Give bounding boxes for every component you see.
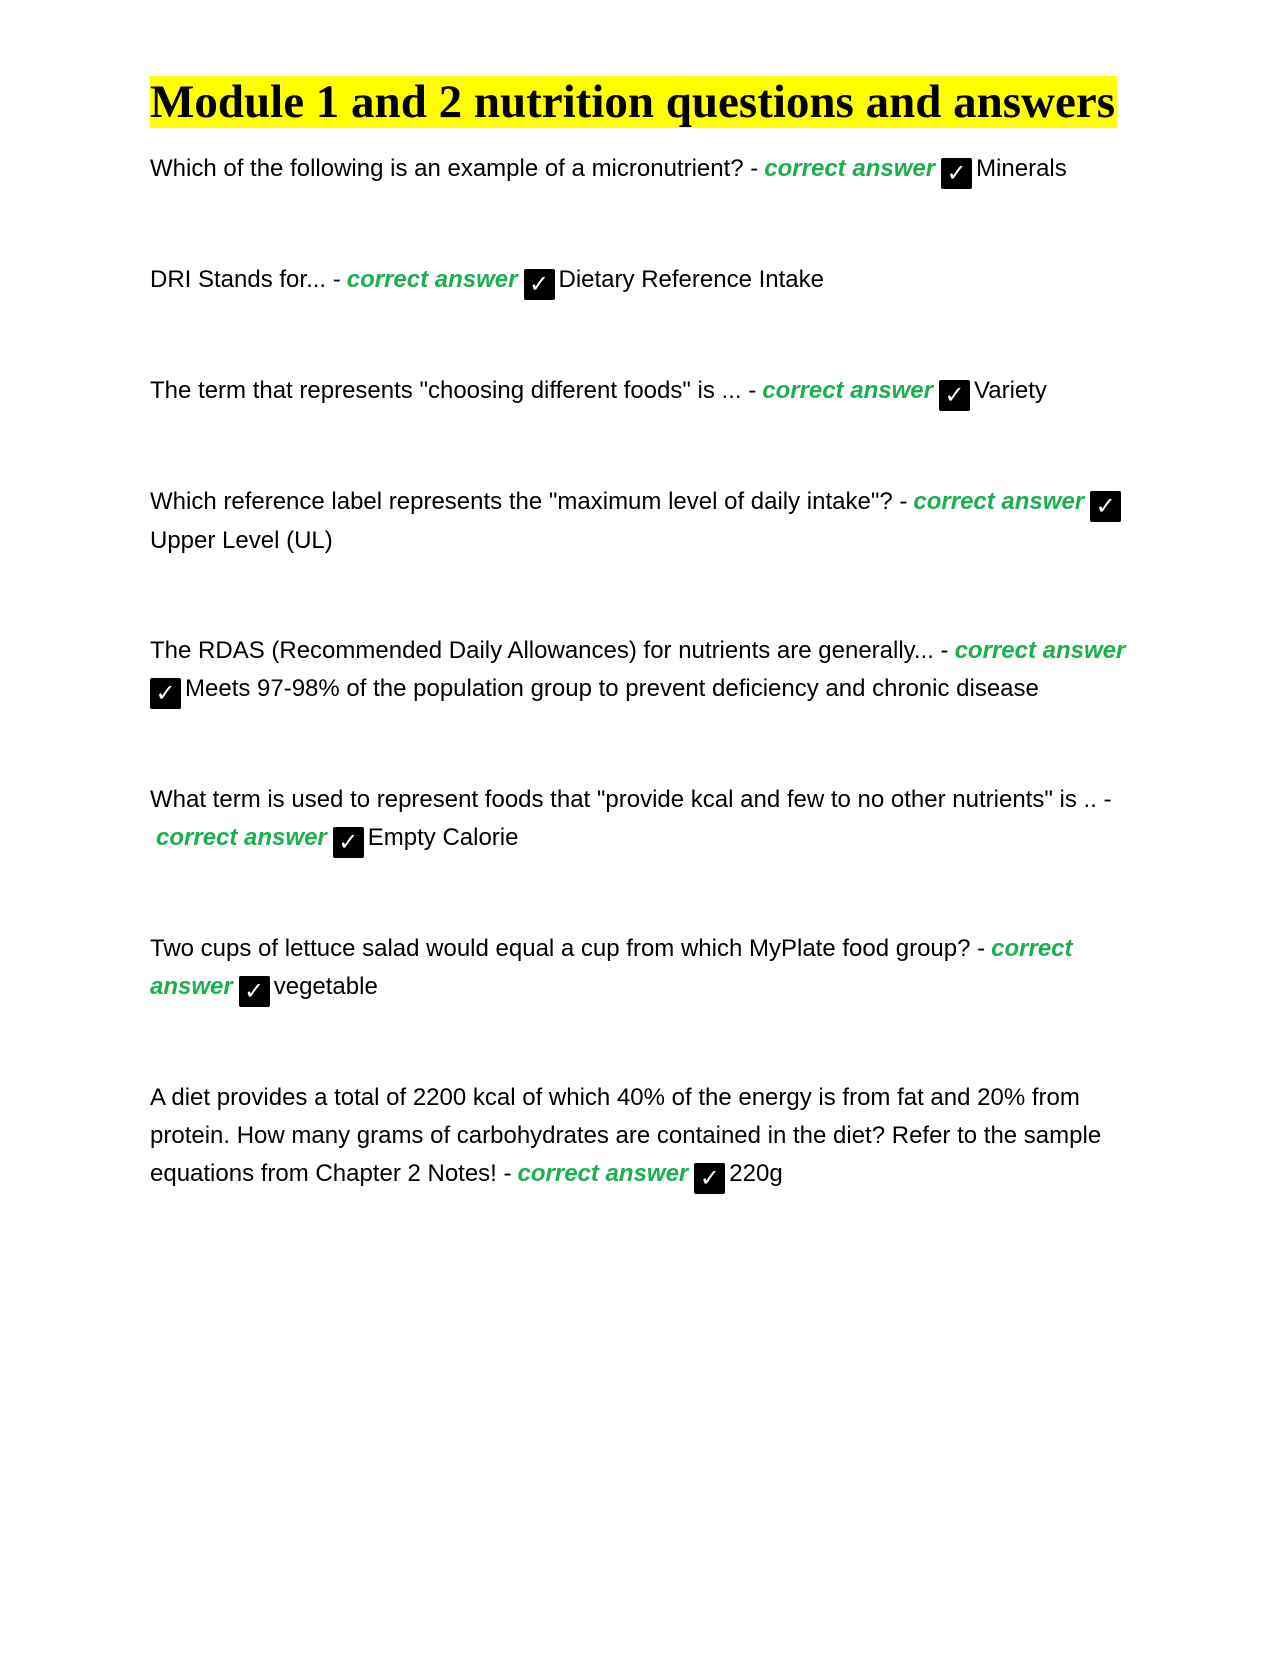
correct-answer-label: correct answer [913,488,1085,515]
question-text: The term that represents "choosing different foods" is ... - [150,377,757,404]
qa-item [150,150,1135,189]
question-text: What term is used to represent foods that "provide kcal and few to no other nutrients" is .. - [150,786,1112,813]
spacer [150,411,1135,483]
answer-text: Dietary Reference Intake [558,266,824,293]
correct-answer-label: correct answer [762,377,933,404]
qa-item [150,632,1135,709]
answer-text: Meets 97-98% of the population group to prevent deficiency and chronic disease [185,675,1039,702]
qa-item [150,483,1135,560]
answer-text: 220g [729,1160,783,1187]
question-text: A diet provides a total of 2200 kcal of which 40% of the energy is from fat and 20% from protein. How many grams of carbohydrates are contained in the diet? Refer to the sample equations from Chapter 2 Notes! - [150,1084,1102,1187]
question-text: DRI Stands for... - [150,266,341,293]
check-icon: ✓ [1090,491,1121,522]
question-text: Two cups of lettuce salad would equal a cup from which MyPlate food group? - [150,935,986,962]
qa-item [150,261,1135,300]
spacer [150,560,1135,632]
check-icon: ✓ [239,976,270,1007]
correct-answer-label: correct answer [517,1160,689,1187]
title-highlight: Module 1 and 2 nutrition questions and answers [150,76,1116,128]
answer-text: Variety [974,377,1047,404]
correct-answer-label: correct answer [346,266,518,293]
answer-text: Minerals [976,155,1067,182]
check-icon: ✓ [333,827,364,858]
question-text: The RDAS (Recommended Daily Allowances) for nutrients are generally... - [150,637,949,664]
check-icon: ✓ [941,158,972,189]
spacer [150,1007,1135,1079]
check-icon: ✓ [524,269,555,300]
qa-item [150,1079,1135,1194]
answer-text: Empty Calorie [367,824,519,851]
spacer [150,300,1135,372]
qa-item [150,781,1135,858]
document-title [150,74,1135,130]
question-text: Which of the following is an example of a micronutrient? - [150,155,759,182]
check-icon: ✓ [939,380,970,411]
correct-answer-label: correct answer [156,824,327,851]
check-icon: ✓ [150,678,181,709]
qa-item [150,372,1135,411]
spacer [150,709,1135,781]
question-text: Which reference label represents the "maximum level of daily intake"? - [150,488,908,515]
check-icon: ✓ [694,1163,725,1194]
spacer [150,189,1135,261]
qa-item [150,930,1135,1007]
correct-answer-label: correct answer [150,935,1073,1000]
spacer [150,858,1135,930]
document-page [150,74,1135,1194]
answer-text: Upper Level (UL) [150,527,333,554]
correct-answer-label: correct answer [954,637,1126,664]
correct-answer-label: correct answer [764,155,936,182]
answer-text: vegetable [273,973,378,1000]
